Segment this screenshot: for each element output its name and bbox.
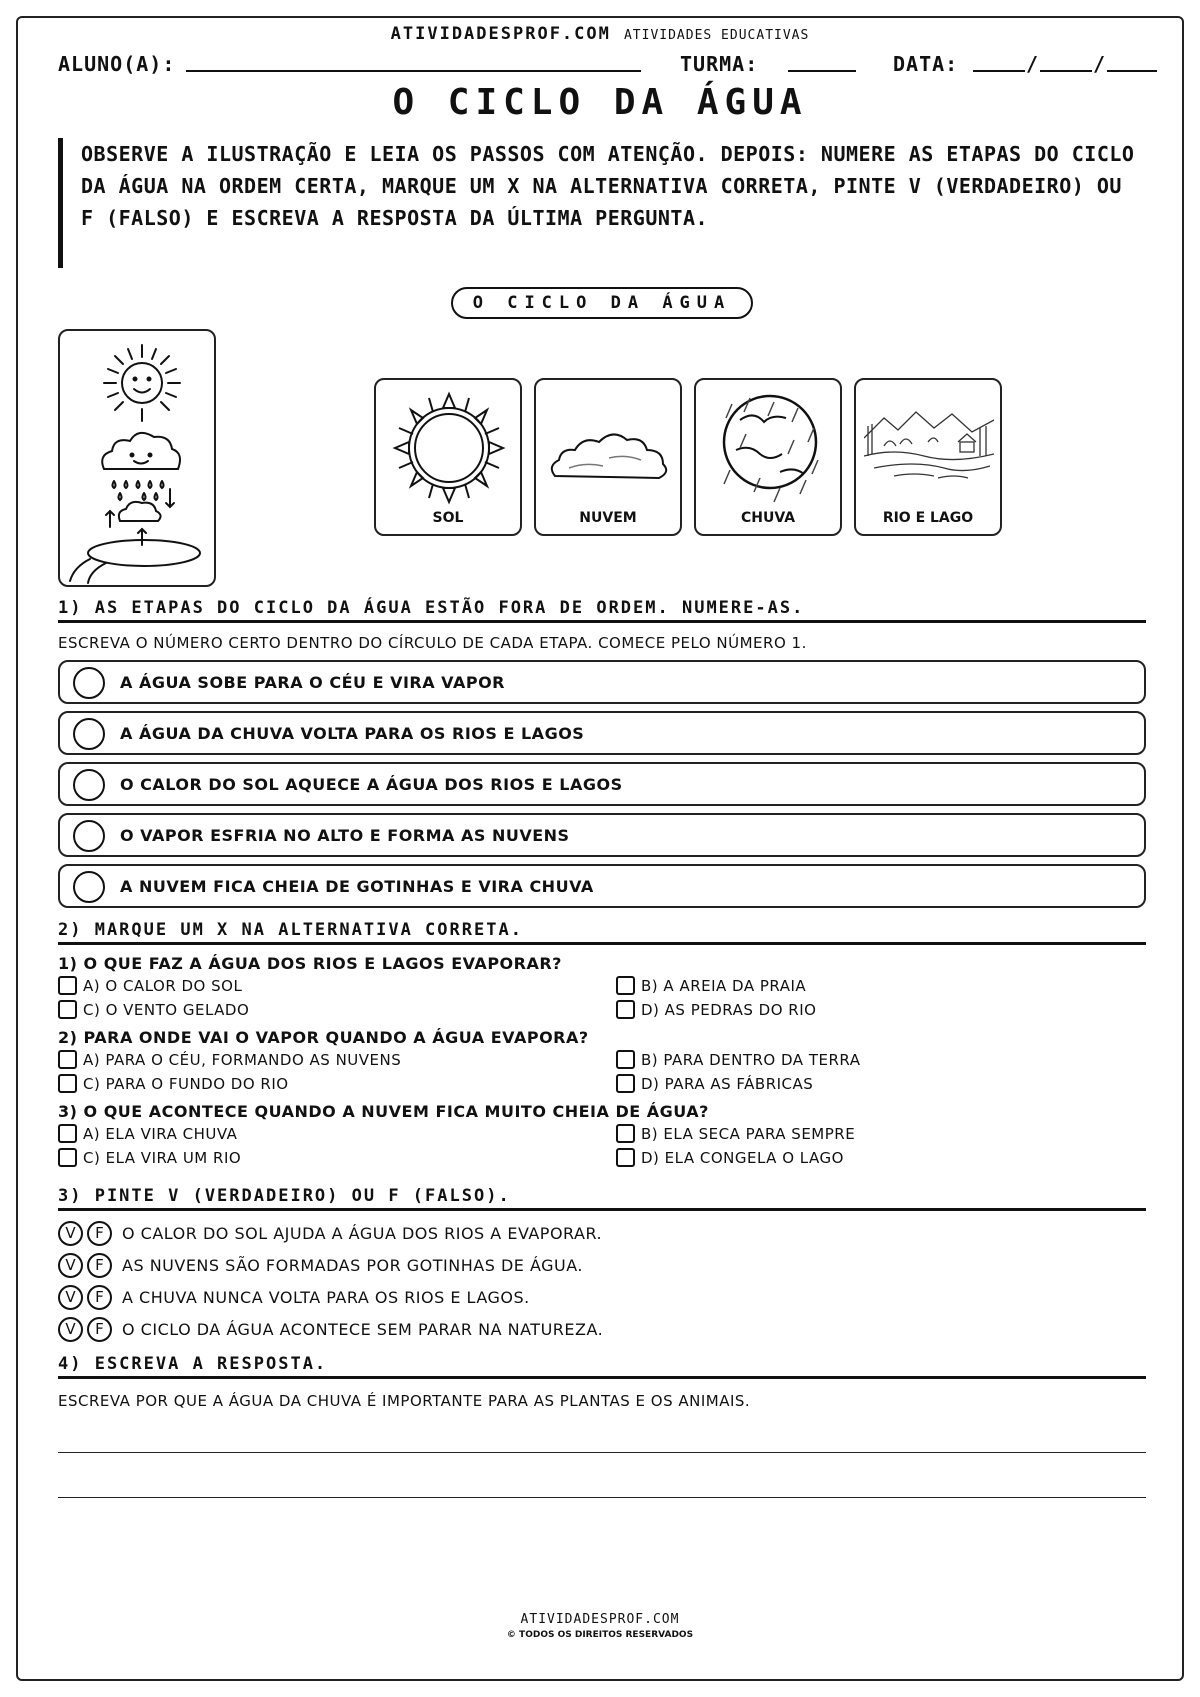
sun-icon (385, 386, 513, 510)
option-label: A) ELA VIRA CHUVA (83, 1124, 238, 1143)
card-label-rio-e-lago: RIO E LAGO (882, 510, 974, 526)
water-cycle-illustration (58, 329, 216, 587)
option-label: D) ELA CONGELA O LAGO (641, 1148, 844, 1167)
step-number-circle[interactable] (73, 718, 105, 750)
false-circle[interactable]: F (87, 1221, 112, 1246)
statement-text: O CALOR DO SOL AJUDA A ÁGUA DOS RIOS A EVAPORAR. (122, 1223, 603, 1243)
site-tagline: ATIVIDADES EDUCATIVAS (623, 28, 810, 43)
section-4-question: ESCREVA POR QUE A ÁGUA DA CHUVA É IMPORTANTE PARA AS PLANTAS E OS ANIMAIS. (58, 1392, 751, 1410)
answer-line[interactable] (58, 1452, 1146, 1453)
step-item (58, 813, 1146, 857)
option-label: B) ELA SECA PARA SEMPRE (641, 1124, 856, 1143)
true-false-item (58, 1220, 602, 1246)
true-false-item (58, 1316, 603, 1342)
question-1: 1) O QUE FAZ A ÁGUA DOS RIOS E LAGOS EVAPORAR? (58, 954, 562, 973)
step-item (58, 762, 1146, 806)
option-label: B) PARA DENTRO DA TERRA (641, 1050, 861, 1069)
option-q2-d[interactable] (616, 1074, 813, 1093)
step-number-circle[interactable] (73, 820, 105, 852)
option-label: D) AS PEDRAS DO RIO (641, 1000, 817, 1019)
checkbox[interactable] (616, 1124, 635, 1143)
card-rio-e-lago (854, 378, 1002, 536)
water-cycle-icon (60, 331, 214, 585)
card-sol (374, 378, 522, 536)
date-label: DATA: (893, 52, 959, 76)
site-name: ATIVIDADESPROF.COM (390, 24, 611, 44)
checkbox[interactable] (58, 1074, 77, 1093)
river-lake-icon (864, 406, 994, 486)
step-number-circle[interactable] (73, 871, 105, 903)
card-chuva (694, 378, 842, 536)
option-q2-b[interactable] (616, 1050, 860, 1069)
card-label-chuva: CHUVA (740, 510, 796, 526)
option-q3-b[interactable] (616, 1124, 855, 1143)
option-q1-d[interactable] (616, 1000, 816, 1019)
checkbox[interactable] (616, 1000, 635, 1019)
statement-text: O CICLO DA ÁGUA ACONTECE SEM PARAR NA NATUREZA. (122, 1319, 604, 1339)
date-separator: / (1093, 52, 1107, 76)
option-q3-c[interactable] (58, 1148, 241, 1167)
student-name-field[interactable] (186, 52, 641, 72)
section-3-heading: 3) PINTE V (VERDADEIRO) OU F (FALSO). (58, 1186, 1146, 1211)
section-1-heading: 1) AS ETAPAS DO CICLO DA ÁGUA ESTÃO FORA DE ORDEM. NUMERE-AS. (58, 598, 1146, 623)
question-3: 3) O QUE ACONTECE QUANDO A NUVEM FICA MUITO CHEIA DE ÁGUA? (58, 1102, 709, 1121)
false-circle[interactable]: F (87, 1253, 112, 1278)
false-circle[interactable]: F (87, 1285, 112, 1310)
instructions: OBSERVE A ILUSTRAÇÃO E LEIA OS PASSOS COM ATENÇÃO. DEPOIS: NUMERE AS ETAPAS DO CICLO DA ÁGUA NA ORDEM CERTA, MARQUE UM X NA ALTERNATIVA CORRETA, PINTE V (VERDADEIRO) OU F (FALSO) E ESCREVA A RESPOSTA DA ÚLTIMA PERGUNTA. (58, 138, 1143, 268)
checkbox[interactable] (58, 1000, 77, 1019)
step-number-circle[interactable] (73, 667, 105, 699)
true-circle[interactable]: V (58, 1221, 83, 1246)
option-label: C) O VENTO GELADO (83, 1000, 250, 1019)
card-nuvem (534, 378, 682, 536)
false-circle[interactable]: F (87, 1317, 112, 1342)
cloud-icon (545, 414, 673, 494)
option-q2-c[interactable] (58, 1074, 289, 1093)
class-label: TURMA: (680, 52, 759, 76)
true-circle[interactable]: V (58, 1253, 83, 1278)
true-false-item (58, 1252, 583, 1278)
true-circle[interactable]: V (58, 1285, 83, 1310)
question-2: 2) PARA ONDE VAI O VAPOR QUANDO A ÁGUA EVAPORA? (58, 1028, 589, 1047)
checkbox[interactable] (616, 1050, 635, 1069)
true-false-item (58, 1284, 530, 1310)
option-q3-a[interactable] (58, 1124, 237, 1143)
checkbox[interactable] (616, 1148, 635, 1167)
option-label: C) ELA VIRA UM RIO (83, 1148, 242, 1167)
option-label: D) PARA AS FÁBRICAS (641, 1074, 814, 1093)
checkbox[interactable] (58, 1124, 77, 1143)
checkbox[interactable] (58, 976, 77, 995)
statement-text: AS NUVENS SÃO FORMADAS POR GOTINHAS DE ÁGUA. (122, 1255, 583, 1275)
option-q1-b[interactable] (616, 976, 806, 995)
section-pill-title: O CICLO DA ÁGUA (451, 287, 753, 319)
rain-icon (710, 384, 830, 508)
statement-text: A CHUVA NUNCA VOLTA PARA OS RIOS E LAGOS. (122, 1287, 530, 1307)
footer-site: ATIVIDADESPROF.COM (520, 1612, 680, 1627)
date-separator: / (1026, 52, 1040, 76)
step-item (58, 711, 1146, 755)
step-item (58, 864, 1146, 908)
site-header (0, 24, 1200, 44)
option-q1-a[interactable] (58, 976, 242, 995)
option-q1-c[interactable] (58, 1000, 249, 1019)
date-month-field[interactable] (1040, 52, 1092, 72)
step-text: O VAPOR ESFRIA NO ALTO E FORMA AS NUVENS (120, 826, 570, 845)
page-title: O CICLO DA ÁGUA (392, 82, 808, 123)
footer-rights: © TODOS OS DIREITOS RESERVADOS (506, 1630, 694, 1640)
option-label: A) O CALOR DO SOL (83, 976, 243, 995)
checkbox[interactable] (616, 1074, 635, 1093)
option-q3-d[interactable] (616, 1148, 844, 1167)
checkbox[interactable] (616, 976, 635, 995)
checkbox[interactable] (58, 1050, 77, 1069)
date-year-field[interactable] (1107, 52, 1157, 72)
option-label: B) A AREIA DA PRAIA (641, 976, 807, 995)
checkbox[interactable] (58, 1148, 77, 1167)
student-name-label: ALUNO(A): (58, 52, 176, 76)
step-text: O CALOR DO SOL AQUECE A ÁGUA DOS RIOS E LAGOS (120, 775, 623, 794)
option-q2-a[interactable] (58, 1050, 401, 1069)
section-1-instructions: ESCREVA O NÚMERO CERTO DENTRO DO CÍRCULO DE CADA ETAPA. COMECE PELO NÚMERO 1. (58, 634, 807, 652)
card-label-nuvem: NUVEM (579, 510, 637, 526)
step-text: A ÁGUA SOBE PARA O CÉU E VIRA VAPOR (120, 673, 505, 692)
section-2-heading: 2) MARQUE UM X NA ALTERNATIVA CORRETA. (58, 920, 1146, 945)
step-text: A NUVEM FICA CHEIA DE GOTINHAS E VIRA CHUVA (120, 877, 594, 896)
step-number-circle[interactable] (73, 769, 105, 801)
step-item (58, 660, 1146, 704)
class-field[interactable] (788, 52, 856, 72)
date-day-field[interactable] (973, 52, 1025, 72)
true-circle[interactable]: V (58, 1317, 83, 1342)
step-text: A ÁGUA DA CHUVA VOLTA PARA OS RIOS E LAGOS (120, 724, 585, 743)
option-label: A) PARA O CÉU, FORMANDO AS NUVENS (83, 1050, 402, 1069)
answer-line[interactable] (58, 1497, 1146, 1498)
section-4-heading: 4) ESCREVA A RESPOSTA. (58, 1354, 1146, 1379)
card-label-sol: SOL (432, 510, 464, 526)
option-label: C) PARA O FUNDO DO RIO (83, 1074, 289, 1093)
